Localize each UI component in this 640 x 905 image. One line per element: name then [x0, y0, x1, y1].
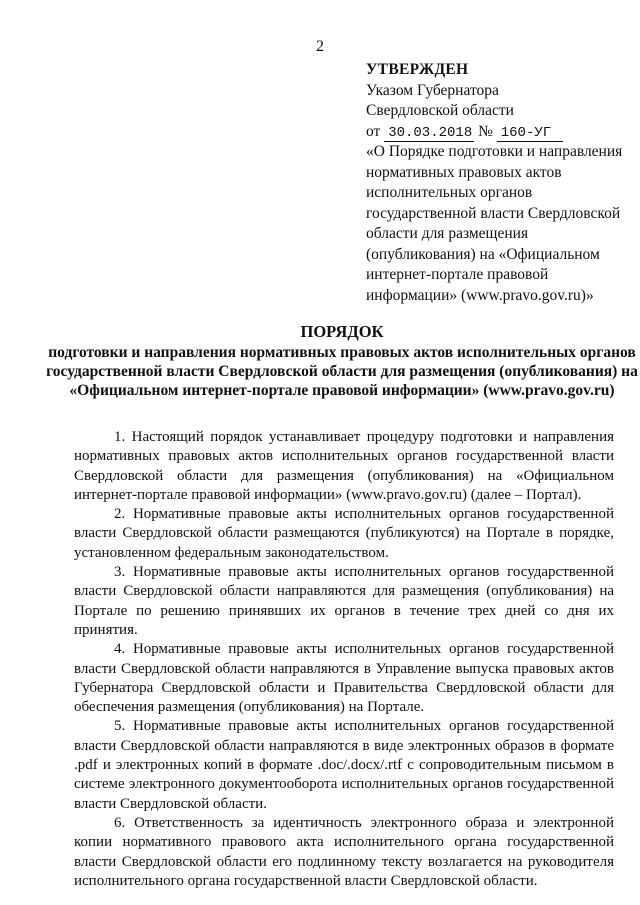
paragraph-1: 1. Настоящий порядок устанавливает процедуру подготовки и направления нормативных правовых актов исполнительных органов государственной власти Свердловской области для размещения (опубликования) на «Официальном интернет-портале правовой информации» (www.pravo.gov.ru) (далее – Портал).: [74, 429, 614, 503]
decree-title: «О Порядке подготовки и направления нормативных правовых актов исполнительных органов государственной власти Свердловской области для размещения (опубликования) на «Официальном интернет-портале правовой информации» (www.pravo.gov.ru)»: [366, 143, 623, 304]
document-title: ПОРЯДОК: [300, 322, 384, 341]
document-heading: [40, 322, 640, 400]
approved-label: УТВЕРЖДЕН: [366, 61, 469, 78]
approval-stamp: [366, 60, 626, 306]
date-prefix: от: [366, 122, 381, 140]
paragraph-3: 3. Нормативные правовые акты исполнительных органов государственной власти Свердловской области направляются для размещения (опубликования) на Портале по решению принявших их органов в течение трех дней со дня их принятия.: [74, 564, 614, 638]
paragraph-5: 5. Нормативные правовые акты исполнительных органов государственной власти Свердловской области направляются в виде электронных образов в формате .pdf и электронных копий в формате .doc/.docx/.rtf с сопроводительным письмом в системе электронного документооборота исполнительных органов государственной власти Свердловской области.: [74, 718, 614, 812]
decree-number: 160-УГ: [497, 125, 563, 142]
decree-date: 30.03.2018: [384, 125, 474, 142]
document-body: [74, 428, 614, 891]
approval-date-line: [366, 122, 626, 143]
number-prefix: №: [478, 122, 493, 140]
approval-line-2: Свердловской области: [366, 102, 514, 119]
paragraph-6: 6. Ответственность за идентичность электронного образа и электронной копии нормативного правового акта исполнительного органа государственной власти Свердловской области его подлинному тексту возлагается на руководителя исполнительного органа государственной власти Свердловской области.: [74, 814, 614, 889]
paragraph-2: 2. Нормативные правовые акты исполнительных органов государственной власти Свердловской области размещаются (публикуются) на Портале в порядке, установленном федеральным законодательством.: [74, 506, 614, 561]
page-number: 2: [316, 38, 324, 55]
paragraph-4: 4. Нормативные правовые акты исполнительных органов государственной власти Свердловской области направляются в Управление выпуска правовых актов Губернатора Свердловской области и Правительства Свердловской области для обеспечения размещения (опубликования) на Портале.: [74, 641, 614, 716]
approval-line-1: Указом Губернатора: [366, 81, 499, 99]
document-subtitle: подготовки и направления нормативных правовых актов исполнительных органов государственной власти Свердловской области для размещения (опубликования) на «Официальном интернет-портале правовой информации» (www.pravo.gov.ru): [46, 344, 638, 399]
